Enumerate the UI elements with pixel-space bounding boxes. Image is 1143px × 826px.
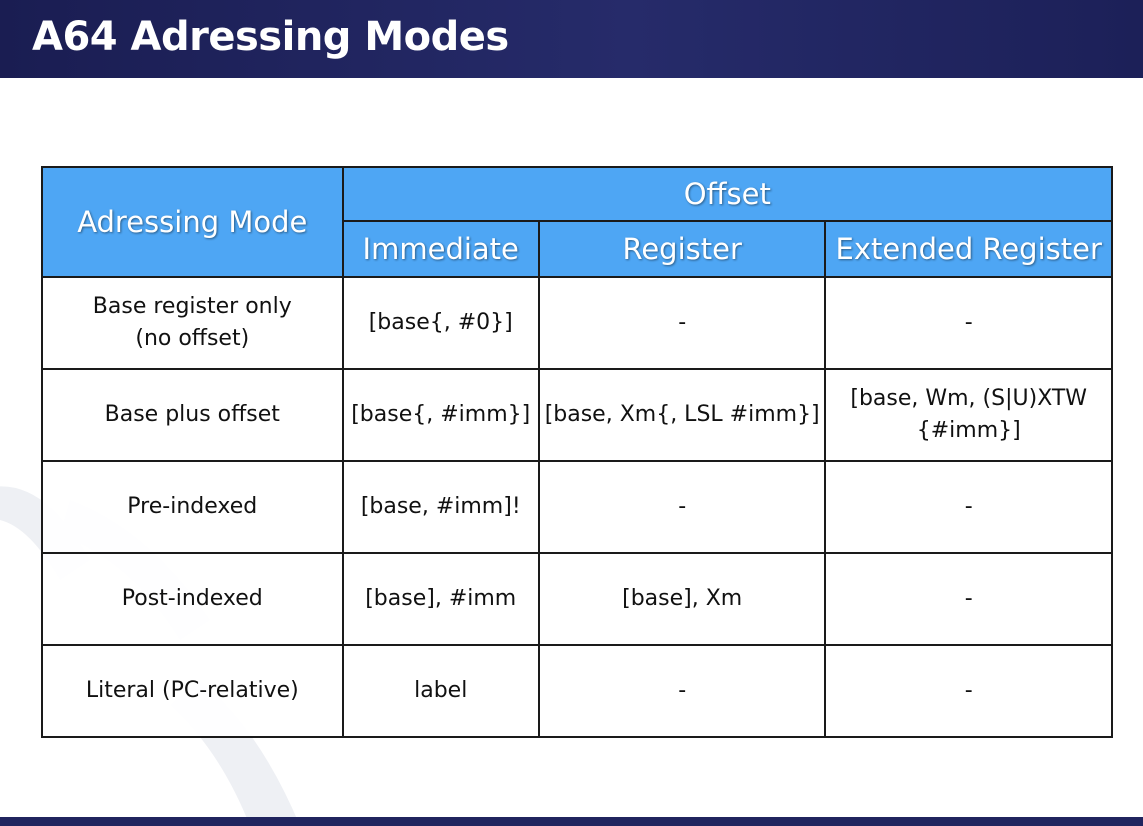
header-immediate: Immediate: [343, 221, 539, 277]
cell-mode: Post-indexed: [42, 553, 343, 645]
addressing-modes-table: [41, 166, 1113, 738]
header-offset: Offset: [343, 167, 1112, 221]
table-row: [42, 277, 1112, 369]
cell-immediate: [base, #imm]!: [343, 461, 539, 553]
header-register: Register: [539, 221, 826, 277]
table-row: [42, 645, 1112, 737]
cell-immediate: [base{, #0}]: [343, 277, 539, 369]
cell-extended: [825, 369, 1112, 461]
cell-extended: -: [825, 461, 1112, 553]
cell-mode-line: (no offset): [135, 326, 250, 351]
cell-register: [base], Xm: [539, 553, 826, 645]
table-row: [42, 553, 1112, 645]
bottom-bar: [0, 817, 1143, 826]
cell-extended: -: [825, 553, 1112, 645]
title-bar: [0, 0, 1143, 78]
cell-register: [base, Xm{, LSL #imm}]: [539, 369, 826, 461]
cell-extended: -: [825, 645, 1112, 737]
slide-title: A64 Adressing Modes: [32, 14, 509, 60]
cell-mode: Literal (PC-relative): [42, 645, 343, 737]
cell-register: -: [539, 645, 826, 737]
cell-register: -: [539, 461, 826, 553]
cell-mode: Base plus offset: [42, 369, 343, 461]
cell-immediate: [base], #imm: [343, 553, 539, 645]
cell-immediate: label: [343, 645, 539, 737]
cell-extended-line: [base, Wm, (S|U)XTW: [850, 386, 1088, 411]
header-addressing-mode: Adressing Mode: [42, 167, 343, 277]
cell-register: -: [539, 277, 826, 369]
table-row: [42, 461, 1112, 553]
cell-immediate: [base{, #imm}]: [343, 369, 539, 461]
cell-mode-line: Base register only: [92, 294, 292, 319]
cell-extended-line: {#imm}]: [916, 418, 1021, 443]
cell-mode: Pre-indexed: [42, 461, 343, 553]
header-row-offset: [42, 167, 1112, 221]
cell-mode: [42, 277, 343, 369]
table-row: [42, 369, 1112, 461]
cell-extended: -: [825, 277, 1112, 369]
header-extended-register: Extended Register: [825, 221, 1112, 277]
